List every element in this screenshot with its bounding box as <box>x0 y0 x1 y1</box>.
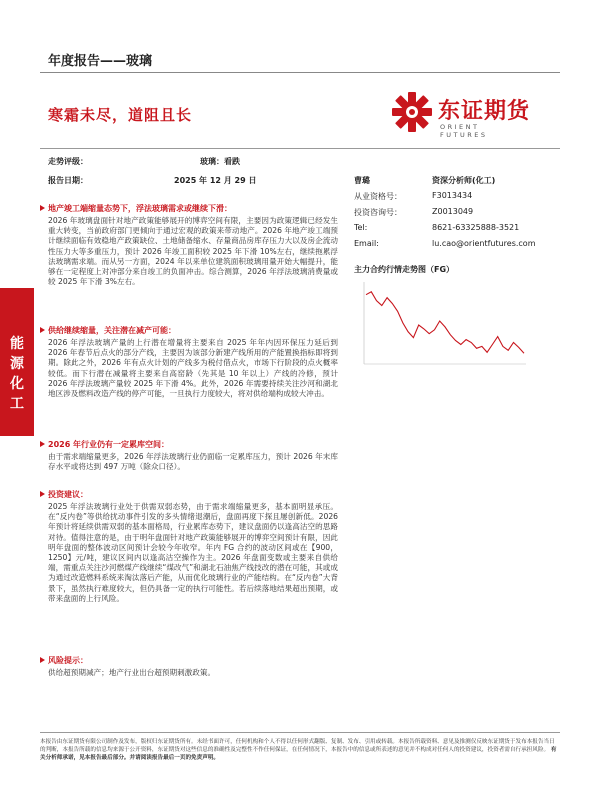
section-bullet-icon <box>40 491 45 497</box>
meta-divider <box>40 148 560 149</box>
analyst-row-value: F3013434 <box>432 191 473 200</box>
sector-label: 能源化工 <box>10 336 24 412</box>
analyst-row-label: Email: <box>354 239 379 248</box>
header-divider <box>40 72 560 73</box>
section-heading: 地产竣工端缩量态势下，浮法玻璃需求或继续下滑： <box>48 204 232 213</box>
section-bullet-icon <box>40 205 45 211</box>
analyst-role: 资深分析师(化工) <box>432 176 496 185</box>
footer-divider <box>40 732 560 733</box>
disclaimer-text: 本报告由东证期货有限公司制作及发布，版权归东证期货所有。未经书面许可，任何机构和个人不得以任何形式翻版、复制、发布、引用或转载。本报告所载资料、意见及推测仅反映东证期货于发布本报告当日的判断，本报告所载的信息均来源于公开资料，东证期货对这些信息的准确性及完整性不作任何保证，在任何情况下，本报告中的信息或所表述的意见并不构成对任何人的投资建议，投资者需自行承担风险。 <box>40 739 555 754</box>
analyst-row-label: Tel: <box>354 223 368 232</box>
chart-title: 主力合约行情走势图（FG） <box>354 265 455 274</box>
section-heading: 供给继续缩量，关注潜在减产可能： <box>48 326 176 335</box>
disclaimer-note: 有关分析师承诺，见本报告最后部分。并请阅读报告最后一页的免责声明。 <box>40 747 557 762</box>
rating-value: 玻璃：看跌 <box>200 157 240 166</box>
analyst-name: 曹璐 <box>354 176 370 185</box>
logo-name-cn: 东证期货 <box>438 99 531 124</box>
rating-label: 走势评级： <box>48 157 88 166</box>
section-body: 供给超预期减产；地产行业出台超预期刺激政策。 <box>48 668 216 677</box>
analyst-row-value: 8621-63325888-3521 <box>432 223 520 232</box>
section-heading: 风险提示： <box>48 656 88 665</box>
analyst-row-value: Z0013049 <box>432 207 474 216</box>
date-label: 报告日期： <box>48 176 88 185</box>
analyst-row-label: 投资咨询号： <box>354 208 402 217</box>
section-bullet-icon <box>40 327 45 333</box>
analyst-email[interactable]: lu.cao@orientfutures.com <box>432 239 536 248</box>
series-line <box>366 292 524 353</box>
section-heading: 2026 年行业仍有一定累库空间： <box>48 440 170 449</box>
report-title: 寒霜未尽，道阻且长 <box>48 106 193 124</box>
logo-name-en: ORIENT FUTURES <box>440 123 488 139</box>
analyst-info <box>354 175 564 255</box>
section-heading: 投资建议： <box>48 490 88 499</box>
date-value: 2025 年 12 月 29 日 <box>174 176 257 185</box>
logo-mark-icon <box>390 90 434 134</box>
section-bullet-icon <box>40 657 45 663</box>
section-body: 2026 年浮法玻璃产量的上行潜在增量将主要来自 2025 年年内因环保压力延后到 2026 年春节后点火的部分产线，主要因为该部分新建产线所用的产能置换指标即将到期。除此之外，2026 年有点火计划的产线多为税付借点火，市场下行阶段的点火概率较低。而下行潜在减量将主要来自高窑龄（先其是 10 年以上）产线的冷修，预计 2026 年浮法玻璃产量较 2025 年下滑 4%。此外，2026 年需要持续关注沙河和湖北地区涉及燃料改造产线的停产可能，一旦执行力度较大，将对供给端构成较大冲击。 <box>48 338 338 399</box>
footer-disclaimer <box>40 738 560 763</box>
analyst-row-label: 从业资格号： <box>354 192 402 201</box>
section-body: 2025 年浮法玻璃行业处于供需双弱态势，由于需求端缩量更多，基本面明显承压。在“反内卷”等供给扰动事件引发的多头情绪退潮后，盘面再度下探且屡创新低。2026 年预计将延续供需双弱的基本面格局，行业累库态势下，建议盘面仍以逢高沽空的思路对待。值得注意的是，由于明年盘面针对地产政策能够展开的博弈空间预计有限，因此明年盘面的整体波动区间预计会较今年收窄。年内 FG 合约的波动区间或在【900，1250】元/吨，建议区间内以逢高沽空操作为主。2026 年盘面变数或主要来自供给端，需重点关注沙河燃煤产线继续“煤改气”和湖北石油焦产线技改的潜在可能，其或成为通过改造燃料系统来淘汰落后产能，从而优化玻璃行业的产能结构。在“反内卷”大背景下，虽然执行难度较大，但仍具备一定的执行可能性。若后续落地结果超出预期，或带来盘面的上行风险。 <box>48 502 338 603</box>
header-title: 年度报告——玻璃 <box>48 54 153 69</box>
price-chart <box>350 278 530 382</box>
section-body: 2026 年玻璃盘面针对地产政策能够展开的博弈空间有限，主要因为政策逻辑已经发生重大转变，当前政府部门更倾向于通过宏观的政策来带动地产。2026 年地产竣工端预计继续面临有效稳地产政策缺位、土地储备缩水、存量商品房库存压力大以及房企流动性压力大等多重压力，预计 2026 年竣工面积较 2025 年下滑 10%左右，继续拖累浮法玻璃需求端。而从另一方面，2024 年以来单位建筑面积玻璃用量开始大幅提升，能够在一定程度上对冲部分来自竣工的负面冲击。综合测算，2026 年浮法玻璃消费量或较 2025 年下滑 3%左右。 <box>48 216 338 287</box>
section-bullet-icon <box>40 441 45 447</box>
company-logo <box>390 90 531 139</box>
section-body: 由于需求端缩量更多，2026 年浮法玻璃行业仍面临一定累库压力，预计 2026 年末库存水平或将达到 497 万吨（除众口径）。 <box>48 452 338 472</box>
